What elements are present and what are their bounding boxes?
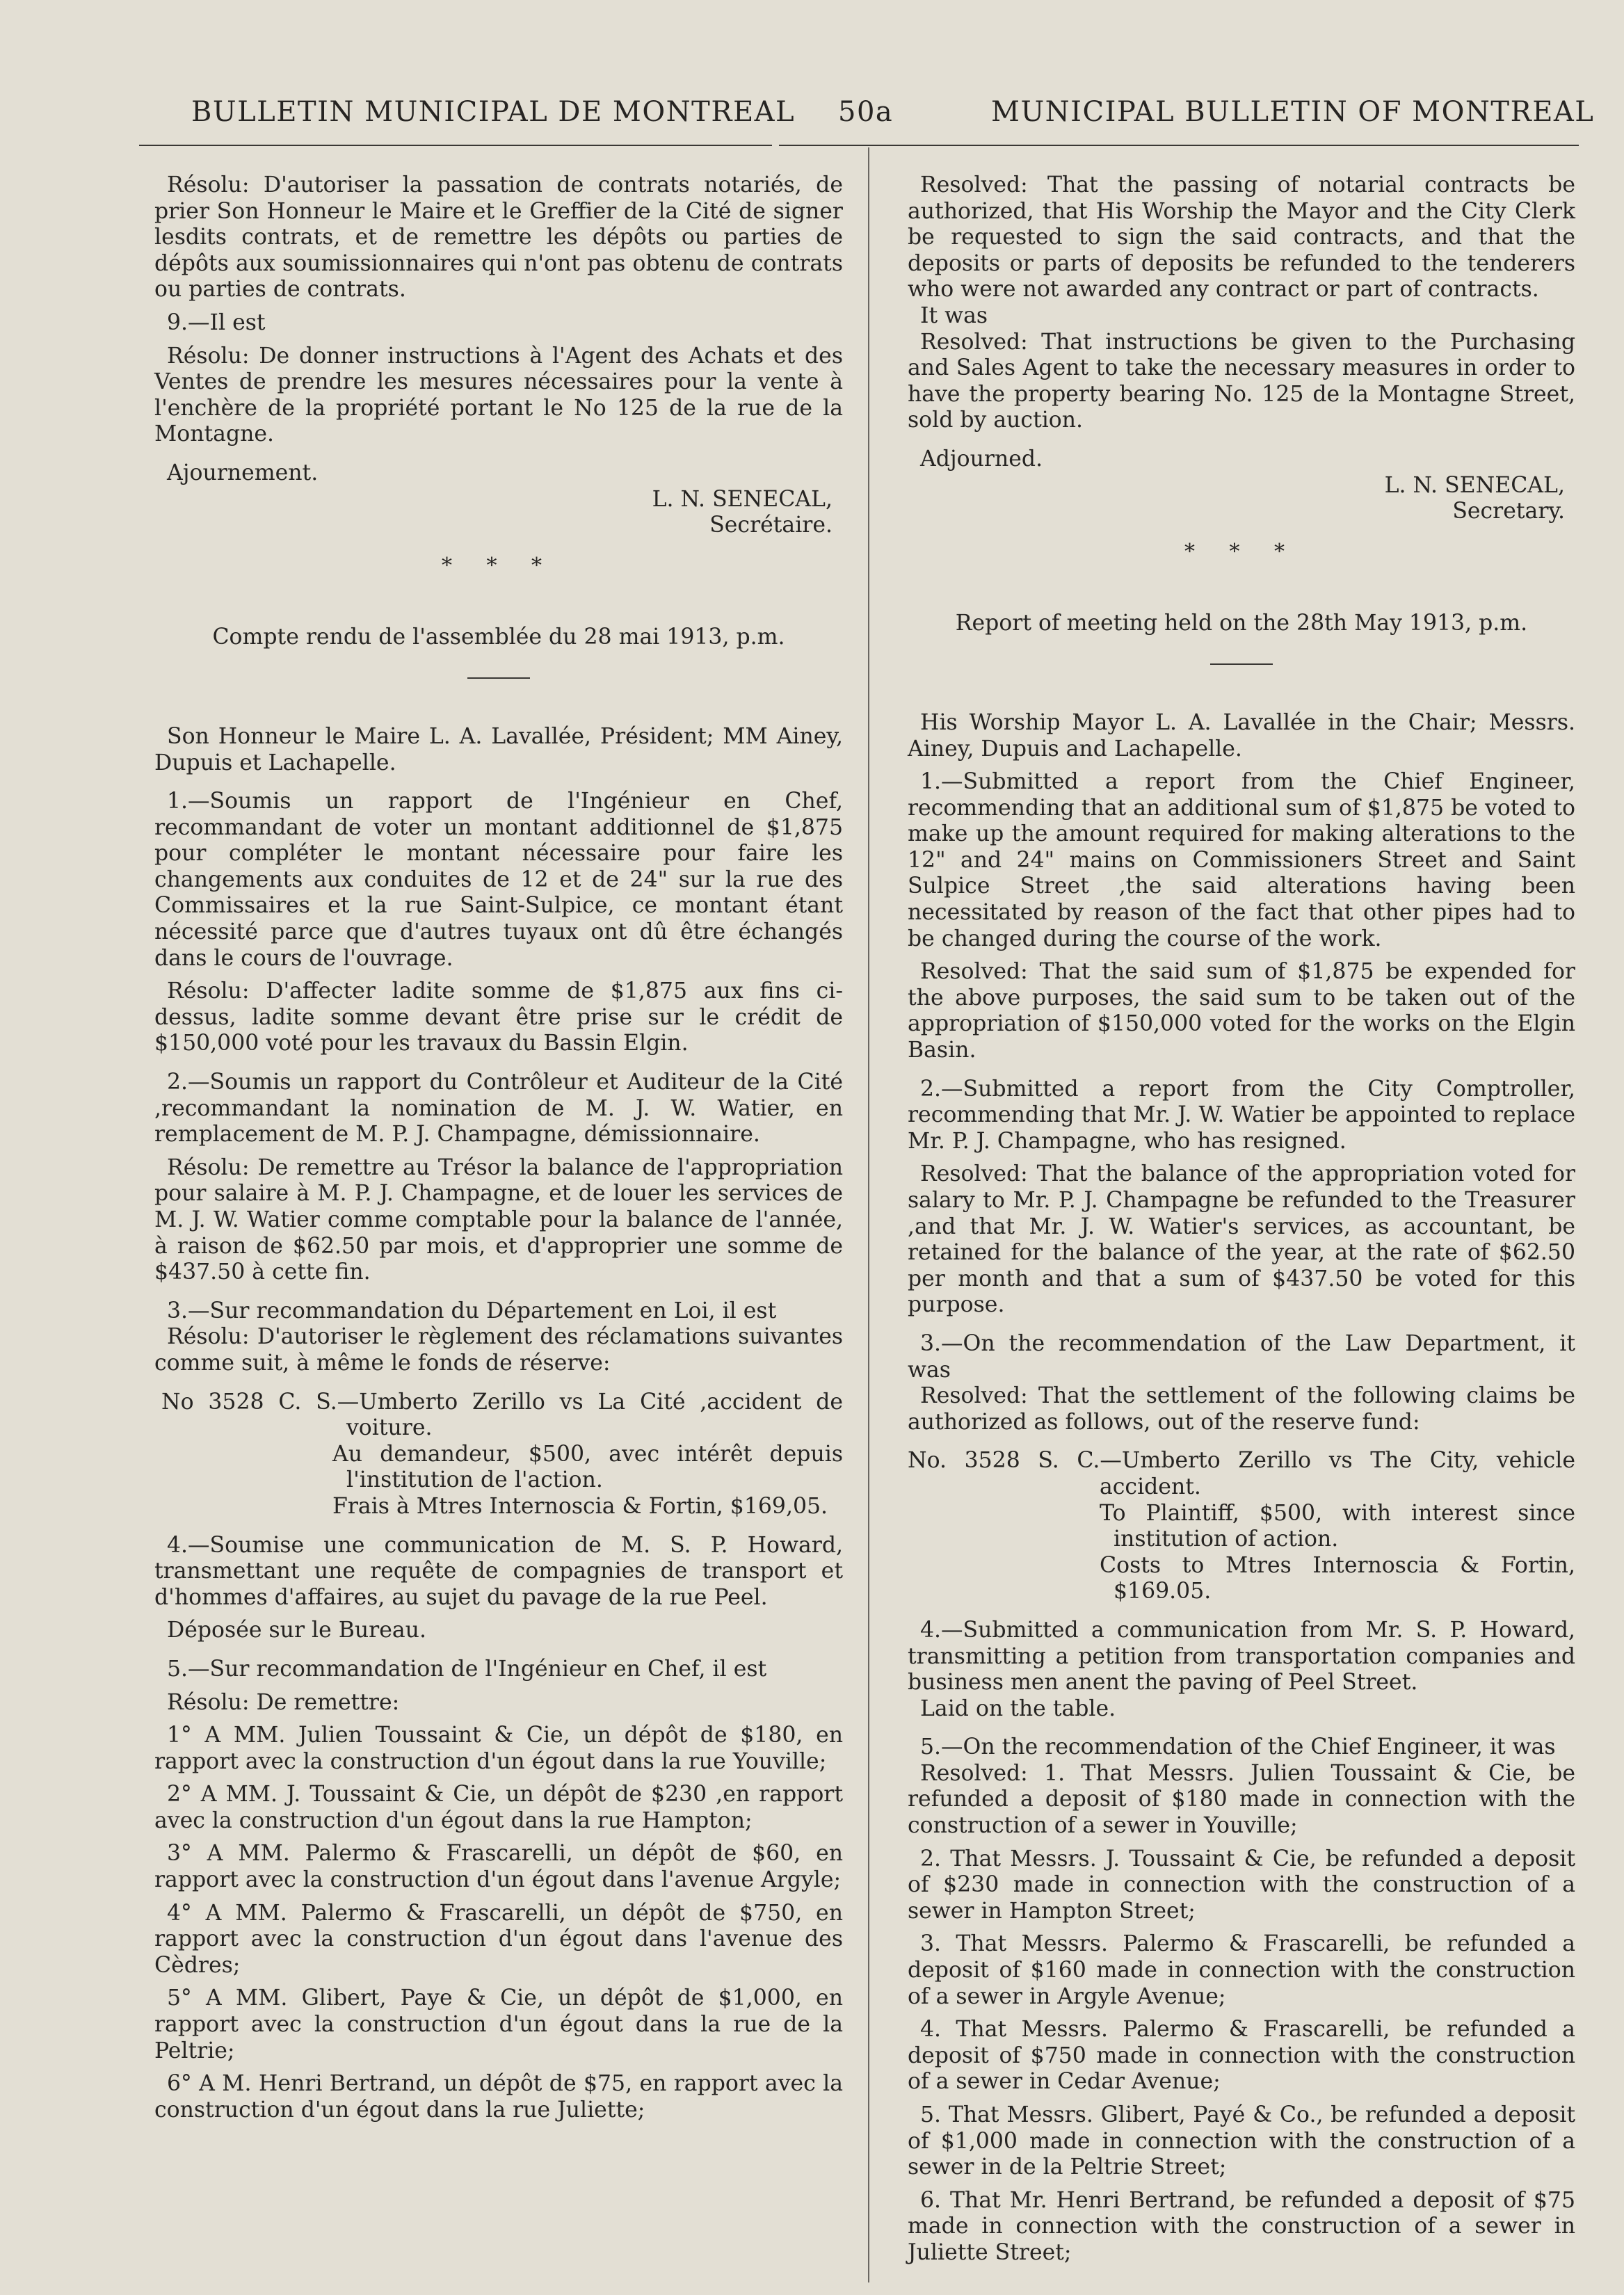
- fr-refund-4: 4° A MM. Palermo & Frascarelli, un dépôt de $750, en rapport avec la construction d'un égout dans l'avenue des Cèdres;: [154, 1900, 843, 1978]
- fr-item-4: 4.—Soumise une communication de M. S. P. Howard, transmettant une requête de compagnies de transport et d'hommes d'affaires, au sujet du pavage de la rue Peel.: [154, 1532, 843, 1610]
- fr-refund-1: 1° A MM. Julien Toussaint & Cie, un dépôt de $180, en rapport avec la construction d'un égout dans la rue Youville;: [154, 1723, 843, 1774]
- en-item-3: 3.—On the recommendation of the Law Department, it was: [908, 1330, 1575, 1383]
- fr-refund-3: 3° A MM. Palermo & Frascarelli, un dépôt de $60, en rapport avec la construction d'un égout dans l'avenue Argyle;: [154, 1841, 843, 1893]
- en-attendance: His Worship Mayor L. A. Lavallée in the Chair; Messrs. Ainey, Dupuis and Lachapelle.: [908, 709, 1575, 762]
- header-title-french: BULLETIN MUNICIPAL DE MONTREAL: [191, 96, 796, 128]
- page-number: 50a: [838, 96, 894, 128]
- en-refund-4: 4. That Messrs. Palermo & Frascarelli, be refunded a deposit of $750 made in connection with the construction of a sewer in Cedar Avenue;: [908, 2017, 1575, 2095]
- en-item-2-resolution: Resolved: That the balance of the appropriation voted for salary to Mr. P. J. Champagne be refunded to the Treasurer ,and that Mr. J. W. Watier's services, as accountant, be retained for the balance of the year, at the rate of $62.50 per month and that a sum of $437.50 be voted for this purpose.: [908, 1161, 1575, 1318]
- en-item-9: It was: [920, 303, 988, 328]
- en-claim: No. 3528 S. C.—Umberto Zerillo vs The City, vehicle accident.: [908, 1448, 1575, 1499]
- fr-short-rule: [467, 677, 530, 679]
- fr-report-title: Compte rendu de l'assemblée du 28 mai 1913, p.m.: [212, 625, 785, 650]
- fr-adjournment: Ajournement.: [167, 460, 319, 485]
- en-refund-2: 2. That Messrs. J. Toussaint & Cie, be refunded a deposit of $230 made in connection with the construction of a sewer in Hampton Street;: [908, 1846, 1575, 1924]
- fr-claim-plaintiff: Au demandeur, $500, avec intérêt depuis l'institution de l'action.: [332, 1441, 843, 1493]
- en-signature-name: L. N. SENECAL,: [1384, 472, 1565, 498]
- en-refund-5: 5. That Messrs. Glibert, Payé & Co., be refunded a deposit of $1,000 made in connection with the construction of a sewer in de la Peltrie Street;: [908, 2102, 1575, 2180]
- fr-item-5: 5.—Sur recommandation de l'Ingénieur en Chef, il est: [167, 1656, 767, 1682]
- french-column: [154, 172, 843, 2123]
- fr-refund-2: 2° A MM. J. Toussaint & Cie, un dépôt de $230 ,en rapport avec la construction d'un égout dans la rue Hampton;: [154, 1782, 843, 1833]
- en-item-5-resolution: Resolved: 1. That Messrs. Julien Toussaint & Cie, be refunded a deposit of $180 made in connection with the construction of a sewer in Youville;: [908, 1760, 1575, 1839]
- fr-item-3: 3.—Sur recommandation du Département en Loi, il est: [167, 1298, 777, 1323]
- fr-item-2-resolution: Résolu: De remettre au Trésor la balance de l'appropriation pour salaire à M. P. J. Champagne, et de louer les services de M. J. W. Watier comme comptable pour la balance de l'année, à raison de $62.50 par mois, et d'approprier une somme de $437.50 à cette fin.: [154, 1154, 843, 1285]
- column-divider: [868, 147, 869, 2282]
- page-header: [0, 96, 1624, 138]
- en-item-4-resolution: Laid on the table.: [920, 1696, 1116, 1721]
- en-refund-6: 6. That Mr. Henri Bertrand, be refunded a deposit of $75 made in connection with the construction of a sewer in Juliette Street;: [908, 2187, 1575, 2265]
- en-adjournment: Adjourned.: [920, 446, 1043, 472]
- fr-resolution-contracts: Résolu: D'autoriser la passation de contrats notariés, de prier Son Honneur le Maire et le Greffier de la Cité de signer lesdits contrats, et de remettre les dépôts ou parties de dépôts aux soumissionnaires qui n'ont pas obtenu de contrats ou parties de contrats.: [154, 172, 843, 303]
- fr-resolution-sale: Résolu: De donner instructions à l'Agent des Achats et des Ventes de prendre les mesures nécessaires pour la vente à l'enchère de la propriété portant le No 125 de la rue de la Montagne.: [154, 343, 843, 447]
- en-item-2: 2.—Submitted a report from the City Comptroller, recommending that Mr. J. W. Watier be appointed to replace Mr. P. J. Champagne, who has resigned.: [908, 1076, 1575, 1154]
- fr-refund-5: 5° A MM. Glibert, Paye & Cie, un dépôt de $1,000, en rapport avec la construction d'un égout dans la rue de la Peltrie;: [154, 1986, 843, 2063]
- header-rule-left: [139, 145, 772, 146]
- fr-signature-title: Secrétaire.: [709, 513, 833, 538]
- header-rule-right: [779, 145, 1579, 146]
- en-refund-3: 3. That Messrs. Palermo & Frascarelli, be refunded a deposit of $160 made in connection with the construction of a sewer in Argyle Avenue;: [908, 1931, 1575, 2009]
- fr-claim: No 3528 C. S.—Umberto Zerillo vs La Cité ,accident de voiture.: [161, 1389, 843, 1441]
- en-short-rule: [1210, 663, 1273, 665]
- fr-item-5-resolution: Résolu: De remettre:: [167, 1689, 400, 1715]
- en-item-1-resolution: Resolved: That the said sum of $1,875 be expended for the above purposes, the said sum to be taken out of the appropriation of $150,000 voted for the works on the Elgin Basin.: [908, 959, 1575, 1063]
- en-item-1: 1.—Submitted a report from the Chief Engineer, recommending that an additional sum of $1,875 be voted to make up the amount required for making alterations to the 12" and 24" mains on Commissioners Street and Saint Sulpice Street ,the said alterations having been necessitated by reason of the fact that other pipes had to be changed during the course of the work.: [908, 769, 1575, 951]
- fr-item-4-resolution: Déposée sur le Bureau.: [167, 1618, 426, 1643]
- fr-item-1-resolution: Résolu: D'affecter ladite somme de $1,875 aux fins ci-dessus, ladite somme devant être prise sur le crédit de $150,000 voté pour les travaux du Bassin Elgin.: [154, 979, 843, 1056]
- fr-refund-6: 6° A M. Henri Bertrand, un dépôt de $75, en rapport avec la construction d'un égout dans la rue Juliette;: [154, 2071, 843, 2123]
- english-column: [908, 172, 1575, 2266]
- en-resolution-contracts: Resolved: That the passing of notarial contracts be authorized, that His Worship the Mayor and the City Clerk be requested to sign the said contracts, and that the deposits or parts of deposits be refunded to the tenderers who were not awarded any contract or part of contracts.: [908, 172, 1575, 303]
- en-report-title: Report of meeting held on the 28th May 1913, p.m.: [955, 611, 1528, 636]
- fr-item-9: 9.—Il est: [167, 309, 266, 335]
- fr-item-2: 2.—Soumis un rapport du Contrôleur et Auditeur de la Cité ,recommandant la nomination de M. J. W. Watier, en remplacement de M. P. J. Champagne, démissionnaire.: [154, 1070, 843, 1148]
- en-signature-title: Secretary.: [1452, 499, 1565, 524]
- fr-claim-costs: Frais à Mtres Internoscia & Fortin, $169,05.: [332, 1493, 828, 1519]
- fr-signature-name: L. N. SENECAL,: [652, 486, 833, 512]
- fr-attendance: Son Honneur le Maire L. A. Lavallée, Président; MM Ainey, Dupuis et Lachapelle.: [154, 723, 843, 775]
- fr-item-1: 1.—Soumis un rapport de l'Ingénieur en Chef, recommandant de voter un montant additionnel de $1,875 pour compléter le montant nécessaire pour faire les changements aux conduites de 12 et de 24" sur la rue des Commissaires et la rue Saint-Sulpice, ce montant étant nécessité parce que d'autres tuyaux ont dû être échangés dans le cours de l'ouvrage.: [154, 789, 843, 971]
- en-claim-costs: Costs to Mtres Internoscia & Fortin, $169.05.: [1100, 1552, 1575, 1604]
- en-item-3-resolution: Resolved: That the settlement of the following claims be authorized as follows, out of the reserve fund:: [908, 1383, 1575, 1435]
- en-resolution-sale: Resolved: That instructions be given to the Purchasing and Sales Agent to take the necessary measures in order to have the property bearing No. 125 de la Montagne Street, sold by auction.: [908, 329, 1575, 433]
- fr-item-3-resolution: Résolu: D'autoriser le règlement des réclamations suivantes comme suit, à même le fonds de réserve:: [154, 1324, 843, 1376]
- en-item-5: 5.—On the recommendation of the Chief Engineer, it was: [920, 1734, 1556, 1760]
- en-section-stars: * * *: [1184, 539, 1299, 564]
- fr-section-stars: * * *: [441, 553, 556, 578]
- en-claim-plaintiff: To Plaintiff, $500, with interest since institution of action.: [1100, 1500, 1575, 1552]
- header-title-english: MUNICIPAL BULLETIN OF MONTREAL: [991, 96, 1595, 128]
- en-item-4: 4.—Submitted a communication from Mr. S. P. Howard, transmitting a petition from transportation companies and business men anent the paving of Peel Street.: [908, 1617, 1575, 1696]
